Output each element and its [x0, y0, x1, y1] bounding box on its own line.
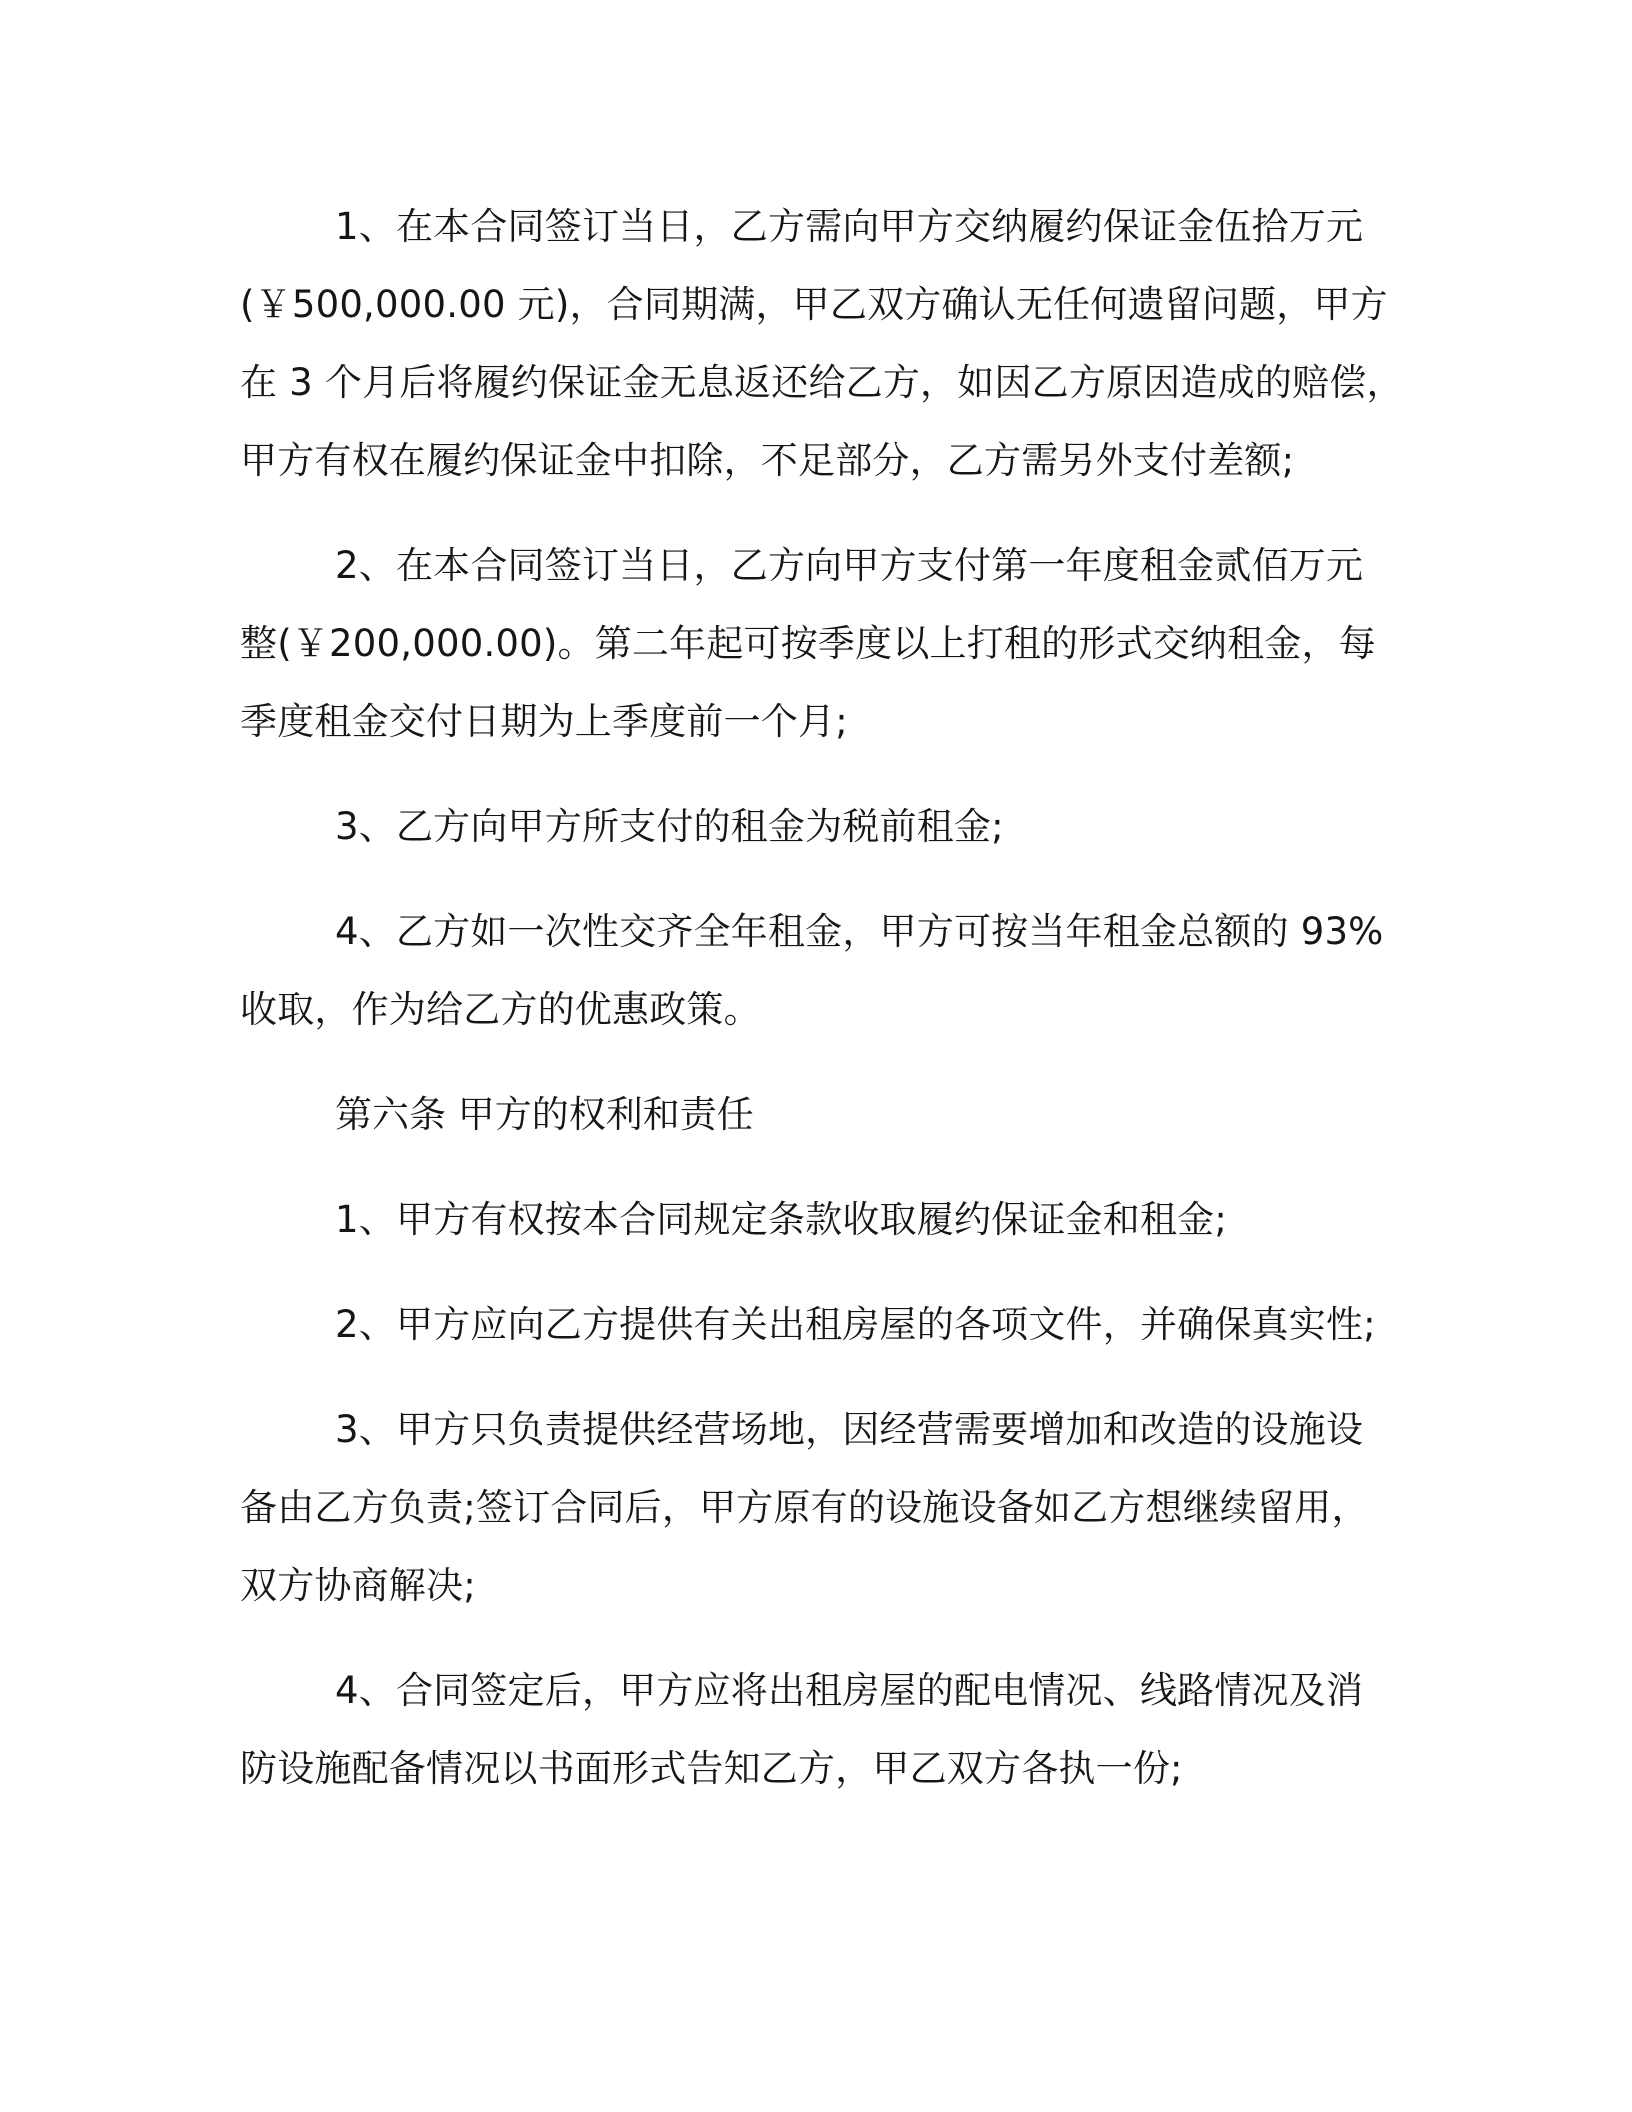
document-page — [240, 188, 1404, 1835]
paragraph-line: 收取，作为给乙方的优惠政策。 — [240, 988, 761, 1031]
clause-paragraph — [240, 1391, 1380, 1625]
section-heading: 第六条 甲方的权利和责任 — [335, 1093, 754, 1136]
paragraph-line: 季度租金交付日期为上季度前一个月; — [240, 700, 848, 743]
paragraph-line: 整(￥200,000.00)。第二年起可按季度以上打租的形式交纳租金，每 — [240, 622, 1376, 665]
clause-paragraph — [240, 788, 1380, 866]
paragraph-line: 3、乙方向甲方所支付的租金为税前租金; — [335, 805, 1004, 848]
clause-paragraph — [240, 1181, 1380, 1259]
paragraph-line: 双方协商解决; — [240, 1564, 476, 1607]
paragraph-line: 4、合同签定后，甲方应将出租房屋的配电情况、线路情况及消 — [335, 1669, 1364, 1712]
paragraph-line: 防设施配备情况以书面形式告知乙方，甲乙双方各执一份; — [240, 1747, 1183, 1790]
paragraph-line: 3、甲方只负责提供经营场地，因经营需要增加和改造的设施设 — [335, 1408, 1364, 1451]
paragraph-line: (￥500,000.00 元)，合同期满，甲乙双方确认无任何遗留问题，甲方 — [240, 283, 1388, 326]
paragraph-line: 2、甲方应向乙方提供有关出租房屋的各项文件，并确保真实性; — [335, 1303, 1376, 1346]
paragraph-line: 2、在本合同签订当日，乙方向甲方支付第一年度租金贰佰万元 — [335, 544, 1364, 587]
clause-paragraph — [240, 188, 1404, 500]
paragraph-line: 在 3 个月后将履约保证金无息返还给乙方，如因乙方原因造成的赔偿， — [240, 361, 1404, 404]
paragraph-line: 1、在本合同签订当日，乙方需向甲方交纳履约保证金伍拾万元 — [335, 205, 1364, 248]
paragraph-line: 4、乙方如一次性交齐全年租金，甲方可按当年租金总额的 93% — [335, 910, 1384, 953]
paragraph-line: 1、甲方有权按本合同规定条款收取履约保证金和租金; — [335, 1198, 1228, 1241]
clause-paragraph — [240, 893, 1384, 1049]
clause-paragraph — [240, 1652, 1380, 1808]
paragraph-line: 甲方有权在履约保证金中扣除，不足部分，乙方需另外支付差额; — [240, 439, 1295, 482]
clause-paragraph — [240, 527, 1380, 761]
clause-paragraph — [240, 1286, 1380, 1364]
paragraph-line: 备由乙方负责;签订合同后，甲方原有的设施设备如乙方想继续留用， — [240, 1486, 1369, 1529]
